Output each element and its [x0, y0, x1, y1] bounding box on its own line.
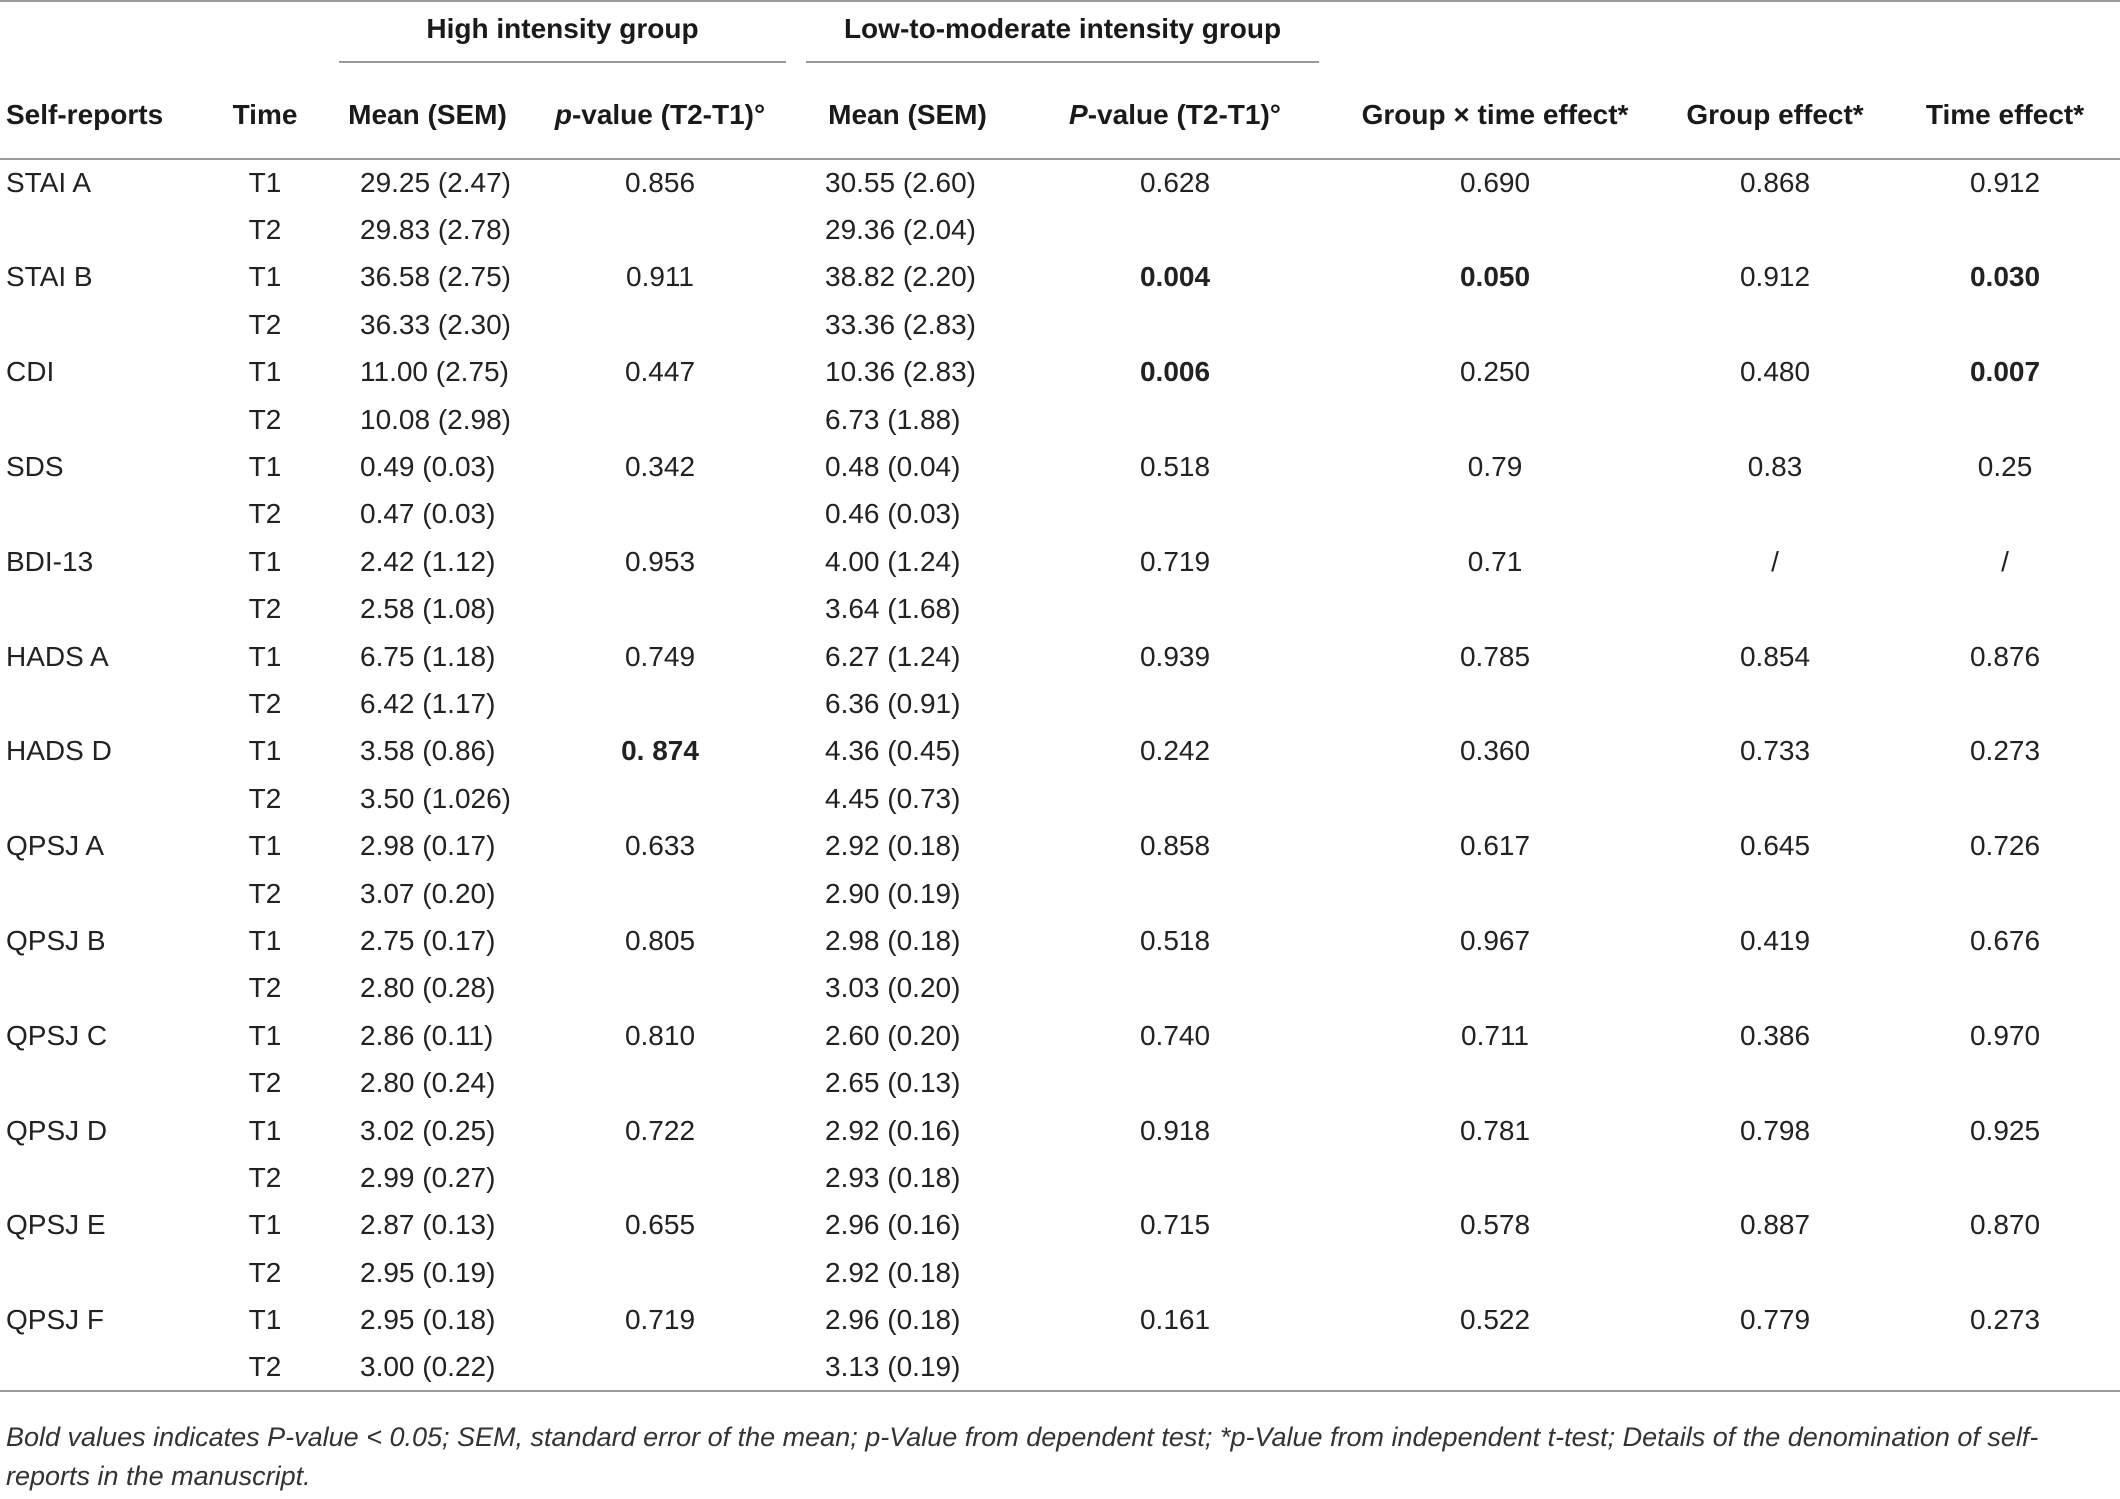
col-time: Time: [200, 63, 330, 159]
low-p-cell: 0.518: [1139, 924, 1211, 956]
col-low-p-italic: P: [1069, 99, 1088, 130]
table-row: [0, 443, 2120, 490]
high-mean-cell: 3.07 (0.20): [360, 877, 496, 909]
empty-cell: [1020, 1059, 1330, 1106]
group-time-cell: 0.578: [1459, 1209, 1531, 1241]
low-group-header: [795, 1, 1330, 63]
low-mean-cell: 2.96 (0.16): [825, 1209, 961, 1241]
group-time-cell: 0.690: [1459, 167, 1531, 199]
table-row: [0, 870, 2120, 917]
self-report-name: STAI B: [6, 261, 93, 293]
low-mean-cell: 6.27 (1.24): [825, 640, 961, 672]
high-p-cell: 0.342: [624, 451, 696, 483]
high-group-underline: [339, 61, 785, 63]
high-mean-cell: 2.80 (0.28): [360, 972, 496, 1004]
empty-cell: [525, 1059, 795, 1106]
table-row: [0, 159, 2120, 206]
high-mean-cell: 2.86 (0.11): [360, 1019, 494, 1051]
high-mean-cell: 29.83 (2.78): [360, 214, 511, 246]
time-cell: T1: [248, 735, 282, 767]
high-mean-cell: 2.98 (0.17): [360, 830, 496, 862]
empty-cell: [1660, 1249, 1890, 1296]
col-group-time: Group × time effect*: [1330, 63, 1660, 159]
low-mean-cell: 3.03 (0.20): [825, 972, 961, 1004]
time-cell: T2: [248, 782, 282, 814]
empty-cell: [525, 1344, 795, 1391]
table-row: [0, 349, 2120, 396]
time-cell: T1: [248, 830, 282, 862]
low-p-cell: 0.719: [1139, 545, 1211, 577]
time-effect-cell: 0.870: [1969, 1209, 2041, 1241]
col-high-p: [525, 63, 795, 159]
group-header-row: [0, 1, 2120, 63]
low-mean-cell: 2.92 (0.16): [825, 1114, 961, 1146]
time-effect-cell: /: [2001, 545, 2009, 577]
group-effect-cell: /: [1771, 545, 1779, 577]
self-report-name: QPSJ B: [6, 924, 106, 956]
time-effect-cell: 0.273: [1969, 735, 2041, 767]
time-effect-cell: 0.030: [1969, 261, 2041, 293]
group-effect-cell: 0.419: [1739, 924, 1811, 956]
time-cell: T1: [248, 1114, 282, 1146]
table-row: [0, 1202, 2120, 1249]
empty-cell: [1890, 1344, 2120, 1391]
empty-cell: [525, 1249, 795, 1296]
low-mean-cell: 30.55 (2.60): [825, 167, 976, 199]
high-p-cell: 0.719: [624, 1304, 696, 1336]
empty-cell: [1330, 301, 1660, 348]
group-effect-cell: 0.83: [1747, 451, 1803, 483]
empty-cell: [0, 965, 200, 1012]
empty-cell: [1660, 491, 1890, 538]
high-p-cell: 0.633: [624, 830, 696, 862]
low-p-cell: 0.006: [1139, 356, 1211, 388]
empty-cell: [525, 870, 795, 917]
table-row: [0, 633, 2120, 680]
time-cell: T2: [248, 593, 282, 625]
empty-cell: [1330, 965, 1660, 1012]
group-time-cell: 0.967: [1459, 924, 1531, 956]
self-report-name: QPSJ D: [6, 1114, 108, 1146]
group-effect-cell: 0.386: [1739, 1019, 1811, 1051]
col-time-effect: Time effect*: [1890, 63, 2120, 159]
table-row: [0, 1249, 2120, 1296]
time-effect-cell: 0.876: [1969, 640, 2041, 672]
col-low-mean: Mean (SEM): [795, 63, 1020, 159]
time-effect-cell: 0.25: [1977, 451, 2033, 483]
time-cell: T1: [248, 167, 282, 199]
empty-cell: [1330, 396, 1660, 443]
low-p-cell: 0.740: [1139, 1019, 1211, 1051]
header-spacer: [1890, 1, 2120, 63]
high-mean-cell: 6.75 (1.18): [360, 640, 496, 672]
group-time-cell: 0.785: [1459, 640, 1531, 672]
time-cell: T1: [248, 261, 282, 293]
time-effect-cell: 0.726: [1969, 830, 2041, 862]
time-cell: T2: [248, 403, 282, 435]
low-mean-cell: 2.93 (0.18): [825, 1161, 961, 1193]
empty-cell: [1020, 1249, 1330, 1296]
low-mean-cell: 10.36 (2.83): [825, 356, 976, 388]
empty-cell: [1890, 870, 2120, 917]
group-effect-cell: 0.733: [1739, 735, 1811, 767]
empty-cell: [1020, 775, 1330, 822]
self-report-name: QPSJ E: [6, 1209, 106, 1241]
high-group-label: High intensity group: [426, 13, 699, 44]
group-effect-cell: 0.798: [1739, 1114, 1811, 1146]
high-p-cell: 0.953: [624, 545, 696, 577]
group-time-cell: 0.050: [1459, 261, 1531, 293]
empty-cell: [1330, 586, 1660, 633]
time-cell: T1: [248, 545, 282, 577]
empty-cell: [1330, 491, 1660, 538]
high-mean-cell: 2.99 (0.27): [360, 1161, 496, 1193]
time-effect-cell: 0.007: [1969, 356, 2041, 388]
time-cell: T1: [248, 1019, 282, 1051]
empty-cell: [525, 1154, 795, 1201]
table-row: [0, 1154, 2120, 1201]
self-report-name: STAI A: [6, 167, 92, 199]
low-mean-cell: 6.36 (0.91): [825, 687, 961, 719]
high-mean-cell: 2.75 (0.17): [360, 924, 496, 956]
high-mean-cell: 2.95 (0.19): [360, 1256, 496, 1288]
empty-cell: [1330, 1344, 1660, 1391]
time-effect-cell: 0.925: [1969, 1114, 2041, 1146]
table-row: [0, 822, 2120, 869]
empty-cell: [1020, 1154, 1330, 1201]
empty-cell: [1890, 1249, 2120, 1296]
empty-cell: [1330, 1154, 1660, 1201]
empty-cell: [1330, 775, 1660, 822]
empty-cell: [1660, 1059, 1890, 1106]
group-effect-cell: 0.480: [1739, 356, 1811, 388]
empty-cell: [1020, 491, 1330, 538]
low-p-cell: 0.858: [1139, 830, 1211, 862]
low-mean-cell: 4.45 (0.73): [825, 782, 961, 814]
time-cell: T1: [248, 640, 282, 672]
high-mean-cell: 2.95 (0.18): [360, 1304, 496, 1336]
empty-cell: [1330, 680, 1660, 727]
time-cell: T1: [248, 924, 282, 956]
empty-cell: [1660, 870, 1890, 917]
empty-cell: [0, 1154, 200, 1201]
high-mean-cell: 10.08 (2.98): [360, 403, 511, 435]
self-report-name: QPSJ C: [6, 1019, 108, 1051]
self-report-name: HADS D: [6, 735, 112, 767]
empty-cell: [1020, 965, 1330, 1012]
time-cell: T2: [248, 308, 282, 340]
empty-cell: [1660, 206, 1890, 253]
empty-cell: [0, 680, 200, 727]
low-mean-cell: 6.73 (1.88): [825, 403, 961, 435]
time-cell: T2: [248, 877, 282, 909]
time-cell: T1: [248, 451, 282, 483]
table-header: [0, 1, 2120, 159]
empty-cell: [0, 1344, 200, 1391]
empty-cell: [0, 870, 200, 917]
low-mean-cell: 33.36 (2.83): [825, 308, 976, 340]
col-high-mean: Mean (SEM): [330, 63, 525, 159]
low-group-label: Low-to-moderate intensity group: [843, 13, 1282, 44]
empty-cell: [1020, 680, 1330, 727]
low-p-cell: 0.939: [1139, 640, 1211, 672]
time-cell: T2: [248, 498, 282, 530]
low-mean-cell: 2.60 (0.20): [825, 1019, 961, 1051]
time-cell: T2: [248, 1067, 282, 1099]
high-p-cell: 0.856: [624, 167, 696, 199]
empty-cell: [0, 1249, 200, 1296]
empty-cell: [525, 586, 795, 633]
group-time-cell: 0.522: [1459, 1304, 1531, 1336]
low-p-cell: 0.715: [1139, 1209, 1211, 1241]
table-body: [0, 159, 2120, 1391]
self-report-name: BDI-13: [6, 545, 94, 577]
table-row: [0, 491, 2120, 538]
high-mean-cell: 2.87 (0.13): [360, 1209, 496, 1241]
low-mean-cell: 3.64 (1.68): [825, 593, 961, 625]
group-time-cell: 0.617: [1459, 830, 1531, 862]
empty-cell: [525, 965, 795, 1012]
col-low-p-rest: -value (T2-T1)°: [1087, 99, 1281, 130]
table-row: [0, 586, 2120, 633]
time-cell: T2: [200, 1344, 330, 1391]
high-mean-cell: 0.49 (0.03): [360, 451, 496, 483]
empty-cell: [525, 206, 795, 253]
low-p-cell: 0.628: [1139, 167, 1211, 199]
group-effect-cell: 0.887: [1739, 1209, 1811, 1241]
high-mean-cell: 3.50 (1.026): [360, 782, 511, 814]
time-effect-cell: 0.273: [1969, 1304, 2041, 1336]
group-time-cell: 0.360: [1459, 735, 1531, 767]
high-p-cell: 0.805: [624, 924, 696, 956]
empty-cell: [525, 775, 795, 822]
table-row: [0, 1012, 2120, 1059]
group-time-cell: 0.250: [1459, 356, 1531, 388]
time-cell: T2: [248, 972, 282, 1004]
time-cell: T2: [248, 1256, 282, 1288]
high-p-cell: 0.810: [624, 1019, 696, 1051]
empty-cell: [1660, 396, 1890, 443]
empty-cell: [1890, 1154, 2120, 1201]
empty-cell: [1660, 301, 1890, 348]
table-row: [0, 301, 2120, 348]
header-spacer: [1660, 1, 1890, 63]
empty-cell: [1890, 206, 2120, 253]
high-mean-cell: 2.42 (1.12): [360, 545, 496, 577]
low-p-cell: 0.161: [1139, 1304, 1211, 1336]
header-spacer: [0, 1, 200, 63]
table-row: [0, 775, 2120, 822]
table-row: [0, 396, 2120, 443]
table-footnote: Bold values indicates P-value < 0.05; SEM, standard error of the mean; p-Value from dependent test; *p-Value from independent t-test; Details of the denomination of self-reports in the manuscript.: [6, 1422, 2039, 1491]
empty-cell: [0, 775, 200, 822]
empty-cell: [525, 680, 795, 727]
group-effect-cell: 0.868: [1739, 167, 1811, 199]
time-cell: T2: [248, 1161, 282, 1193]
high-p-cell: 0. 874: [621, 735, 699, 767]
high-mean-cell: 3.02 (0.25): [360, 1114, 496, 1146]
empty-cell: [1020, 1344, 1330, 1391]
low-mean-cell: 29.36 (2.04): [825, 214, 976, 246]
low-p-cell: 0.918: [1139, 1114, 1211, 1146]
high-mean-cell: 0.47 (0.03): [360, 498, 496, 530]
low-mean-cell: 2.92 (0.18): [825, 830, 961, 862]
low-p-cell: 0.004: [1139, 261, 1211, 293]
table-row: [0, 1344, 2120, 1391]
table-row: [0, 680, 2120, 727]
self-report-name: CDI: [6, 356, 55, 388]
low-mean-cell: 2.96 (0.18): [825, 1304, 961, 1336]
empty-cell: [1660, 1344, 1890, 1391]
empty-cell: [0, 206, 200, 253]
time-cell: T2: [248, 687, 282, 719]
table-row: [0, 1296, 2120, 1343]
table-row: [0, 1059, 2120, 1106]
empty-cell: [1020, 301, 1330, 348]
empty-cell: [1330, 1249, 1660, 1296]
high-mean-cell: 2.80 (0.24): [360, 1067, 496, 1099]
col-high-p-italic: p: [554, 99, 572, 130]
time-effect-cell: 0.676: [1969, 924, 2041, 956]
time-cell: T1: [248, 1209, 282, 1241]
group-time-cell: 0.711: [1461, 1019, 1530, 1051]
low-group-underline: [806, 61, 1320, 63]
col-high-p-rest: -value (T2-T1)°: [571, 99, 766, 130]
empty-cell: [1890, 491, 2120, 538]
time-cell: T2: [248, 214, 282, 246]
empty-cell: [1660, 965, 1890, 1012]
group-time-cell: 0.781: [1459, 1114, 1531, 1146]
time-cell: T1: [248, 1304, 282, 1336]
empty-cell: [1890, 586, 2120, 633]
high-mean-cell: 11.00 (2.75): [360, 356, 509, 388]
header-spacer: [200, 1, 330, 63]
empty-cell: [0, 1059, 200, 1106]
empty-cell: [1890, 1059, 2120, 1106]
high-mean-cell: 2.58 (1.08): [360, 593, 496, 625]
low-p-cell: 0.242: [1139, 735, 1211, 767]
empty-cell: [1330, 870, 1660, 917]
empty-cell: [1020, 206, 1330, 253]
high-p-cell: 0.447: [624, 356, 696, 388]
low-mean-cell: 2.65 (0.13): [825, 1067, 961, 1099]
self-report-name: QPSJ F: [6, 1304, 105, 1336]
low-mean-cell: 2.92 (0.18): [825, 1256, 961, 1288]
empty-cell: [525, 301, 795, 348]
time-cell: T1: [248, 356, 282, 388]
table-row: [0, 728, 2120, 775]
low-p-cell: 0.518: [1139, 451, 1211, 483]
low-mean-cell: 4.36 (0.45): [825, 735, 961, 767]
low-mean-cell: 3.13 (0.19): [795, 1344, 1020, 1391]
empty-cell: [1890, 396, 2120, 443]
high-mean-cell: 3.00 (0.22): [330, 1344, 525, 1391]
high-mean-cell: 36.58 (2.75): [360, 261, 511, 293]
low-mean-cell: 4.00 (1.24): [825, 545, 961, 577]
empty-cell: [1890, 301, 2120, 348]
low-mean-cell: 0.48 (0.04): [825, 451, 961, 483]
table-row: [0, 917, 2120, 964]
empty-cell: [1660, 1154, 1890, 1201]
empty-cell: [1890, 775, 2120, 822]
empty-cell: [1020, 396, 1330, 443]
column-header-row: [0, 63, 2120, 159]
table-row: [0, 1107, 2120, 1154]
self-report-name: QPSJ A: [6, 830, 105, 862]
header-spacer: [1330, 1, 1660, 63]
time-effect-cell: 0.912: [1969, 167, 2041, 199]
group-effect-cell: 0.779: [1739, 1304, 1811, 1336]
empty-cell: [1020, 870, 1330, 917]
high-group-header: [330, 1, 795, 63]
group-effect-cell: 0.912: [1739, 261, 1811, 293]
table-row: [0, 965, 2120, 1012]
high-mean-cell: 29.25 (2.47): [360, 167, 511, 199]
low-mean-cell: 0.46 (0.03): [825, 498, 961, 530]
high-p-cell: 0.722: [624, 1114, 696, 1146]
group-time-cell: 0.71: [1467, 545, 1523, 577]
high-mean-cell: 3.58 (0.86): [360, 735, 496, 767]
empty-cell: [525, 491, 795, 538]
empty-cell: [1890, 680, 2120, 727]
low-mean-cell: 38.82 (2.20): [825, 261, 976, 293]
col-self-reports: Self-reports: [0, 63, 200, 159]
low-mean-cell: 2.98 (0.18): [825, 924, 961, 956]
self-report-name: SDS: [6, 451, 64, 483]
col-low-p: [1020, 63, 1330, 159]
table-row: [0, 538, 2120, 585]
empty-cell: [525, 396, 795, 443]
empty-cell: [1660, 586, 1890, 633]
self-report-name: HADS A: [6, 640, 109, 672]
empty-cell: [0, 301, 200, 348]
high-p-cell: 0.911: [626, 261, 694, 293]
empty-cell: [0, 586, 200, 633]
high-mean-cell: 36.33 (2.30): [360, 308, 511, 340]
high-p-cell: 0.655: [624, 1209, 696, 1241]
empty-cell: [1890, 965, 2120, 1012]
table-row: [0, 206, 2120, 253]
col-group-effect: Group effect*: [1660, 63, 1890, 159]
empty-cell: [1330, 206, 1660, 253]
empty-cell: [0, 396, 200, 443]
empty-cell: [1660, 680, 1890, 727]
empty-cell: [0, 491, 200, 538]
high-p-cell: 0.749: [624, 640, 696, 672]
empty-cell: [1020, 586, 1330, 633]
group-time-cell: 0.79: [1467, 451, 1523, 483]
low-mean-cell: 2.90 (0.19): [825, 877, 961, 909]
group-effect-cell: 0.645: [1739, 830, 1811, 862]
empty-cell: [1660, 775, 1890, 822]
high-mean-cell: 6.42 (1.17): [360, 687, 496, 719]
time-effect-cell: 0.970: [1969, 1019, 2041, 1051]
empty-cell: [1330, 1059, 1660, 1106]
group-effect-cell: 0.854: [1739, 640, 1811, 672]
table-row: [0, 254, 2120, 301]
